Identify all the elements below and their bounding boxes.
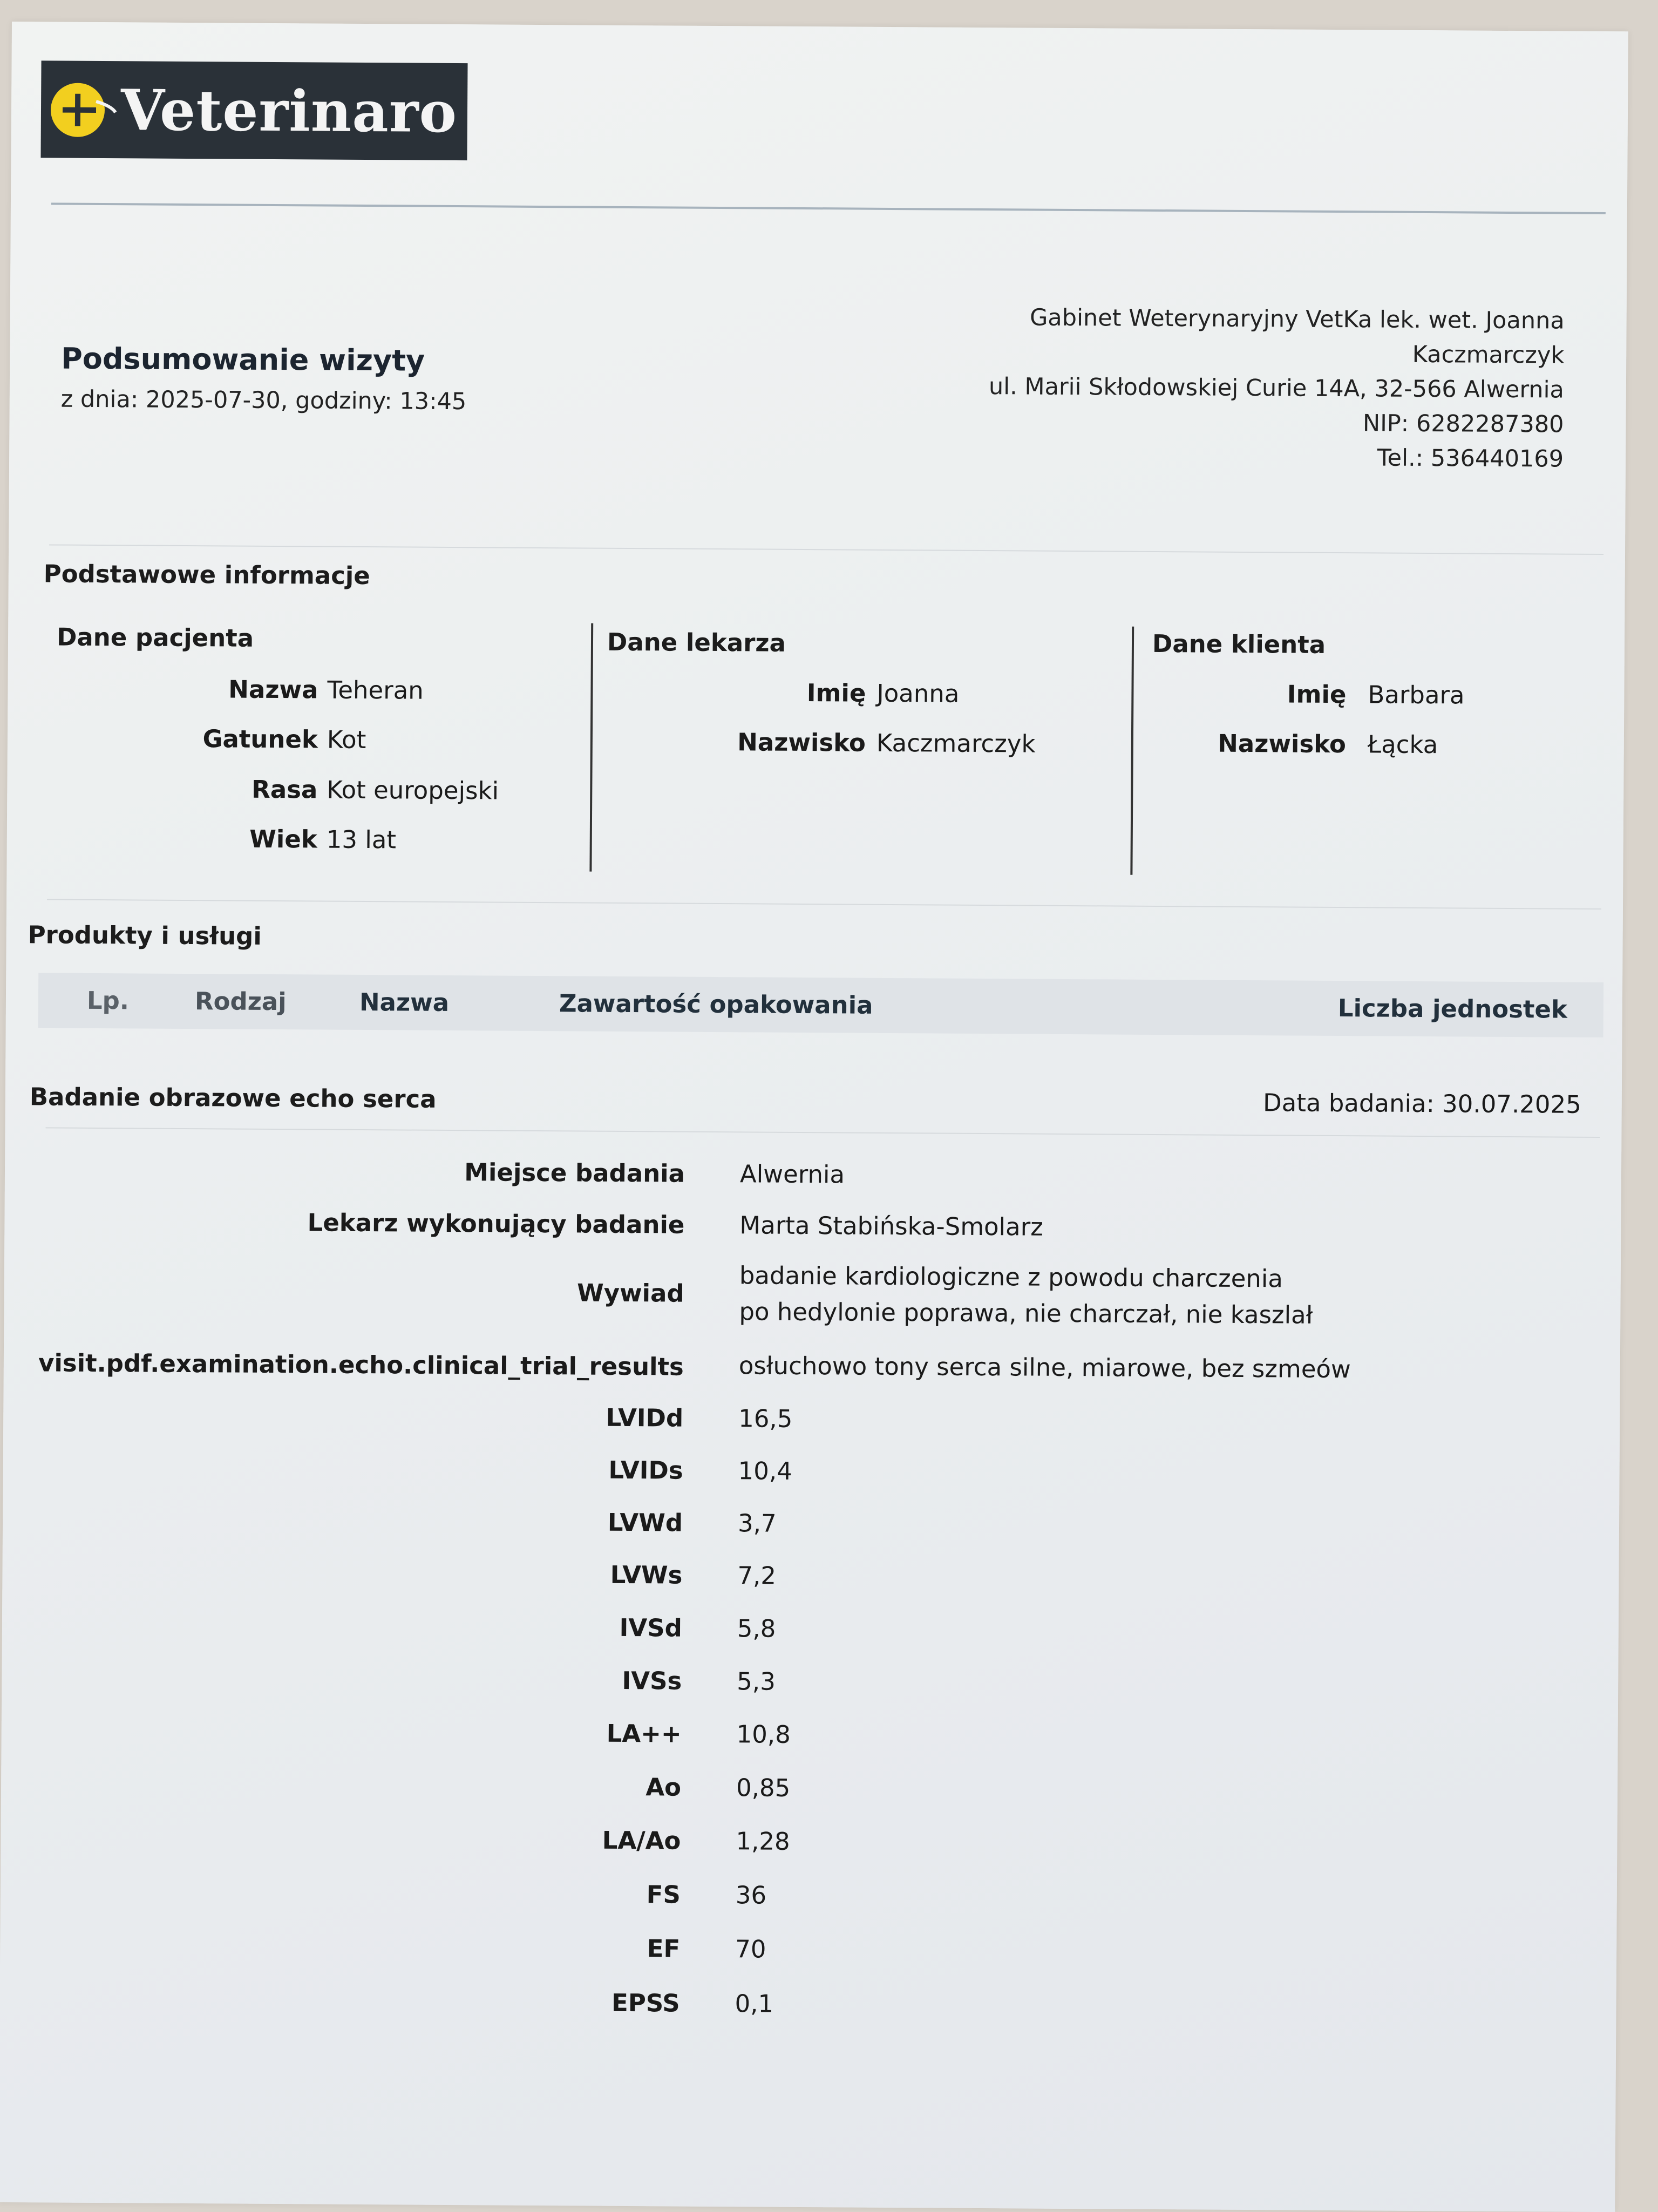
patient-breed-value: Kot europejski [327, 775, 499, 805]
exam-history-value-2: po hedylonie poprawa, nie charczał, nie kaszlał [739, 1297, 1313, 1329]
client-last-name-value: Łącka [1367, 730, 1438, 759]
clinic-name-line: Gabinet Weterynaryjny VetKa lek. wet. Joanna [1029, 304, 1565, 335]
measure-value-ivss: 5,3 [737, 1667, 776, 1696]
document-page [0, 22, 1628, 2212]
measure-value-ao: 0,85 [736, 1773, 791, 1802]
patient-breed-label: Rasa [251, 775, 318, 804]
basic-info-heading: Podstawowe informacje [43, 559, 370, 591]
measure-value-lvwd: 3,7 [737, 1509, 777, 1538]
patient-heading: Dane pacjenta [56, 622, 254, 653]
client-heading: Dane klienta [1152, 629, 1326, 659]
measure-value-lvids: 10,4 [738, 1456, 792, 1485]
client-last-name-label: Nazwisko [1218, 729, 1347, 759]
column-divider [1130, 627, 1134, 875]
client-first-name-value: Barbara [1368, 680, 1465, 710]
measure-value-lvws: 7,2 [737, 1561, 777, 1590]
exam-history-label: Wywiad [576, 1278, 684, 1308]
divider [47, 899, 1601, 910]
client-first-name-label: Imię [1287, 680, 1347, 709]
column-header: Zawartość opakowania [559, 989, 873, 1020]
exam-doctor-value: Marta Stabińska-Smolarz [739, 1211, 1044, 1241]
measure-value-fs: 36 [735, 1881, 767, 1910]
doctor-last-name-label: Nazwisko [737, 728, 866, 757]
exam-place-value: Alwernia [739, 1159, 845, 1189]
clinic-name-line-2: Kaczmarczyk [1412, 341, 1565, 369]
measure-label-lvids: LVIDs [608, 1455, 683, 1485]
measure-value-la: 10,8 [736, 1720, 791, 1749]
measure-label-epss: EPSS [611, 1988, 680, 2018]
measure-label-la: LA++ [606, 1719, 682, 1748]
measure-label-lvwd: LVWd [607, 1508, 683, 1537]
measure-value-epss: 0,1 [735, 1989, 774, 2018]
exam-clinical-results-value: osłuchowo tony serca silne, miarowe, bez szmeów [738, 1351, 1351, 1384]
column-header: Lp. [86, 986, 130, 1015]
column-divider [589, 623, 593, 872]
patient-species-label: Gatunek [202, 724, 318, 754]
page-title: Podsumowanie wizyty [60, 341, 425, 378]
measure-label-ivsd: IVSd [619, 1613, 683, 1643]
measure-label-lvidd: LVIDd [606, 1403, 684, 1433]
measure-label-ao: Ao [645, 1773, 682, 1802]
brand-logo [40, 60, 467, 160]
measure-value-ef: 70 [735, 1935, 766, 1964]
exam-clinical-results-label: visit.pdf.examination.echo.clinical_trial_results [38, 1348, 684, 1381]
patient-species-value: Kot [327, 725, 366, 755]
exam-doctor-label: Lekarz wykonujący badanie [307, 1208, 685, 1239]
column-header: Liczba jednostek [1337, 994, 1568, 1024]
exam-history-value: badanie kardiologiczne z powodu charczenia [739, 1261, 1283, 1293]
clinic-phone: Tel.: 536440169 [1377, 444, 1564, 473]
header-divider [51, 202, 1606, 214]
exam-date: Data badania: 30.07.2025 [1262, 1088, 1581, 1119]
measure-label-la-ao: LA/Ao [602, 1826, 681, 1855]
divider [49, 544, 1603, 555]
doctor-last-name-value: Kaczmarczyk [876, 728, 1036, 758]
measure-value-ivsd: 5,8 [737, 1614, 776, 1643]
patient-name-label: Nazwa [228, 675, 318, 704]
divider [45, 1127, 1600, 1138]
measure-value-la-ao: 1,28 [736, 1827, 790, 1856]
doctor-heading: Dane lekarza [607, 627, 786, 657]
measure-label-lvws: LVWs [610, 1560, 683, 1590]
paw-logo-icon [46, 74, 117, 145]
column-header: Nazwa [359, 987, 450, 1017]
visit-datetime: z dnia: 2025-07-30, godziny: 13:45 [60, 385, 467, 416]
measure-label-ef: EF [647, 1934, 681, 1963]
products-heading: Produkty i usługi [28, 920, 262, 951]
measure-label-ivss: IVSs [622, 1666, 682, 1695]
clinic-nip: NIP: 6282287380 [1362, 410, 1564, 438]
exam-place-label: Miejsce badania [464, 1158, 685, 1188]
clinic-address: ul. Marii Skłodowskiej Curie 14A, 32-566 Alwernia [988, 373, 1565, 404]
column-header: Rodzaj [194, 987, 287, 1016]
patient-age-label: Wiek [249, 824, 317, 854]
exam-heading: Badanie obrazowe echo serca [29, 1082, 437, 1114]
patient-name-value: Teheran [327, 675, 424, 705]
brand-name: Veterinaro [120, 76, 458, 145]
measure-value-lvidd: 16,5 [738, 1404, 793, 1433]
patient-age-value: 13 lat [326, 825, 397, 854]
measure-label-fs: FS [646, 1880, 681, 1909]
clinic-info [862, 300, 1565, 477]
doctor-first-name-label: Imię [806, 678, 866, 708]
doctor-first-name-value: Joanna [876, 678, 960, 708]
